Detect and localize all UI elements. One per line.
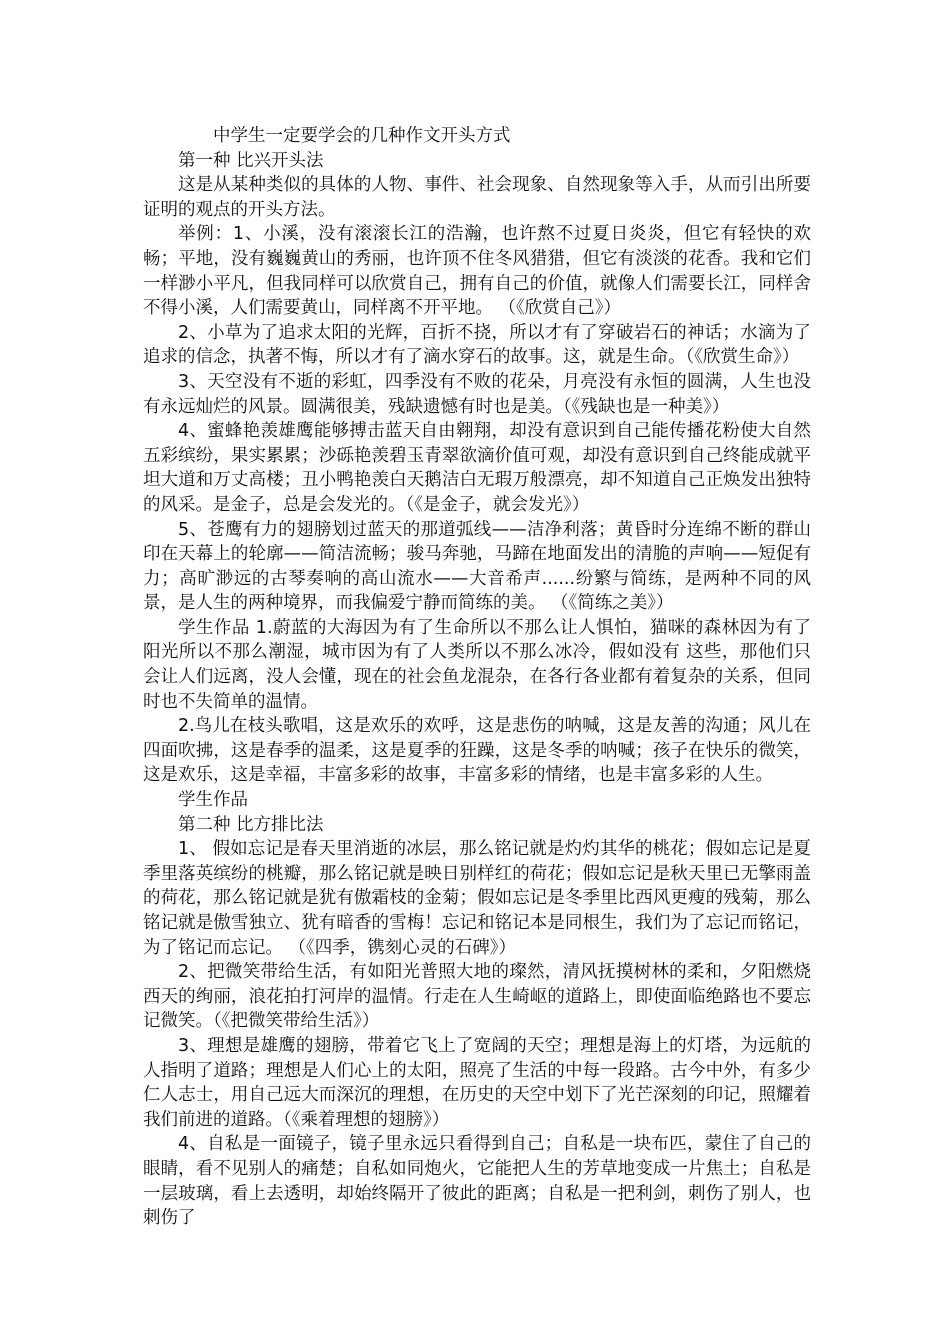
example-paragraph: 2、小草为了追求太阳的光辉，百折不挠，所以才有了穿破岩石的神话；水滴为了追求的信念，执著不悔，所以才有了滴水穿石的故事。这，就是生命。（《欣赏生命》） xyxy=(143,322,811,368)
example-paragraph: 4、蜜蜂艳羡雄鹰能够搏击蓝天自由翱翔，却没有意识到自己能传播花粉使大自然五彩缤纷，果实累累；沙砾艳羡碧玉青翠欲滴价值可观，却没有意识到自己终能成就平坦大道和万丈高楼；丑小鸭艳羡白天鹅洁白无瑕万般漂亮，却不知道自己正焕发出独特的风采。是金子，总是会发光的。（《是金子，就会发光》） xyxy=(143,421,811,515)
section-heading-bixing: 第一种 比兴开头法 xyxy=(178,150,324,171)
example-paragraph: 3、天空没有不逝的彩虹，四季没有不败的花朵，月亮没有永恒的圆满，人生也没有永远灿烂的风景。圆满很美，残缺遗憾有时也是美。（《残缺也是一种美》） xyxy=(143,371,811,417)
student-work-label: 学生作品 xyxy=(178,790,248,811)
section-heading-paibi: 第二种 比方排比法 xyxy=(178,814,324,835)
student-work-paragraph: 学生作品 1.蔚蓝的大海因为有了生命所以不那么让人惧怕，猫咪的森林因为有了阳光所以不那么潮湿，城市因为有了人类所以不那么冰冷，假如没有 这些，那他们只会让人们远离，没人会懂，现在的社会鱼龙混杂，在各行各业都有着复杂的关系，但同时也不失简单的温情。 xyxy=(143,617,811,712)
document-page xyxy=(143,124,811,1231)
example-paragraph: 3、理想是雄鹰的翅膀，带着它飞上了宽阔的天空；理想是海上的灯塔，为远航的人指明了道路；理想是人们心上的太阳，照亮了生活的中每一段路。古今中外，有多少仁人志士，用自己远大而深沉的理想，在历史的天空中划下了光芒深刻的印记，照耀着我们前进的道路。（《乘着理想的翅膀》） xyxy=(143,1035,811,1130)
example-paragraph: 2、把微笑带给生活，有如阳光普照大地的璨然，清风抚摸树林的柔和，夕阳燃烧西天的绚丽，浪花拍打河岸的温情。行走在人生崎岖的道路上，即使面临绝路也不要忘记微笑。（《把微笑带给生活》） xyxy=(143,962,811,1032)
example-paragraph: 4、自私是一面镜子，镜子里永远只看得到自己；自私是一块布匹，蒙住了自己的眼睛，看不见别人的痛楚；自私如同炮火，它能把人生的芳草地变成一片焦土；自私是一层玻璃，看上去透明，却始终隔开了彼此的距离；自私是一把利剑，刺伤了别人，也刺伤了 xyxy=(143,1134,811,1229)
example-paragraph: 举例：1、小溪，没有滚滚长江的浩瀚，也许熬不过夏日炎炎，但它有轻快的欢畅；平地，没有巍巍黄山的秀丽，也许顶不住冬风猎猎，但它有淡淡的花香。我和它们一样渺小平凡，但我同样可以欣赏自己，拥有自己的价值，就像人们需要长江，同样舍不得小溪，人们需要黄山，同样离不开平地。 （《欣赏自己》） xyxy=(143,224,811,319)
example-paragraph: 5、苍鹰有力的翅膀划过蓝天的那道弧线——洁净利落；黄昏时分连绵不断的群山印在天幕上的轮廓——简洁流畅；骏马奔驰，马蹄在地面发出的清脆的声响——短促有力；高旷渺远的古琴奏响的高山流水——大音希声......纷繁与简练，是两种不同的风景，是人生的两种境界，而我偏爱宁静而简练的美。 （《简练之美》） xyxy=(143,519,811,614)
section-intro: 这是从某种类似的具体的人物、事件、社会现象、自然现象等入手，从而引出所要证明的观点的开头方法。 xyxy=(143,175,811,220)
student-work-paragraph: 2.鸟儿在枝头歌唱，这是欢乐的欢呼，这是悲伤的呐喊，这是友善的沟通；风儿在四面吹拂，这是春季的温柔，这是夏季的狂躁，这是冬季的呐喊；孩子在快乐的微笑，这是欢乐，这是幸福，丰富多彩的故事，丰富多彩的情绪，也是丰富多彩的人生。 xyxy=(143,716,811,786)
example-paragraph: 1、 假如忘记是春天里消逝的冰层，那么铭记就是灼灼其华的桃花；假如忘记是夏季里落英缤纷的桃瓣，那么铭记就是映日别样红的荷花；假如忘记是秋天里已无擎雨盖的荷花，那么铭记就是犹有傲霜枝的金菊；假如忘记是冬季里比西风更瘦的残菊，那么铭记就是傲雪独立、犹有暗香的雪梅！忘记和铭记本是同根生，我们为了忘记而铭记，为了铭记而忘记。 （《四季，镌刻心灵的石碑》） xyxy=(143,839,811,958)
document-title: 中学生一定要学会的几种作文开头方式 xyxy=(213,126,511,146)
